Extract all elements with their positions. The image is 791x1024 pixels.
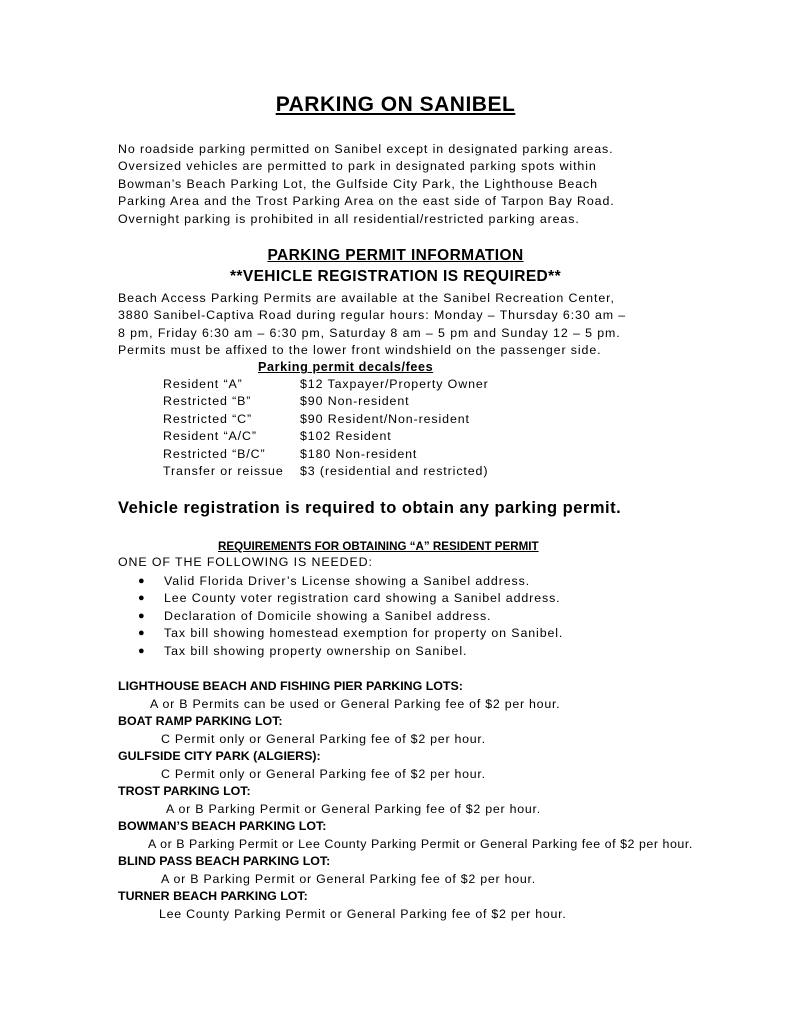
- permit-info-line: Permits must be affixed to the lower front windshield on the passenger side.: [118, 343, 602, 358]
- fee-value: $90 Non-resident: [300, 394, 410, 409]
- fee-name: Resident “A”: [163, 377, 243, 391]
- decals-title: Parking permit decals/fees: [258, 360, 434, 374]
- permit-info-heading: PARKING PERMIT INFORMATION: [267, 247, 524, 264]
- permit-info-line: 3880 Sanibel-Captiva Road during regular hours: Monday – Thursday 6:30 am –: [118, 308, 627, 323]
- bullet-icon: ●: [138, 575, 146, 587]
- parking-lots-section: [118, 678, 778, 923]
- list-item: [138, 590, 563, 607]
- requirements-list: [138, 573, 563, 660]
- fee-name: Restricted “C”: [163, 411, 253, 426]
- lot-description: C Permit only or General Parking fee of $2 per hour.: [161, 766, 486, 781]
- lot-description: Lee County Parking Permit or General Parking fee of $2 per hour.: [159, 906, 567, 921]
- lot-heading: BLIND PASS BEACH PARKING LOT:: [118, 854, 331, 868]
- lot-heading: TROST PARKING LOT:: [118, 784, 251, 798]
- intro-paragraph: [118, 141, 718, 228]
- permit-info-subheading: **VEHICLE REGISTRATION IS REQUIRED**: [229, 268, 562, 285]
- fee-name: Resident “A/C”: [163, 429, 257, 444]
- list-item-text: Lee County voter registration card showing a Sanibel address.: [164, 591, 561, 606]
- list-item-text: Valid Florida Driver’s License showing a Sanibel address.: [164, 574, 531, 588]
- vehicle-registration-notice: Vehicle registration is required to obtain any parking permit.: [118, 499, 622, 517]
- bullet-icon: ●: [138, 644, 146, 657]
- intro-line: Bowman’s Beach Parking Lot, the Gulfside City Park, the Lighthouse Beach: [118, 176, 598, 191]
- lot-heading: TURNER BEACH PARKING LOT:: [118, 889, 308, 903]
- fee-value: $180 Non-resident: [300, 446, 418, 461]
- lot-heading: BOAT RAMP PARKING LOT:: [118, 714, 283, 728]
- list-item: [138, 573, 563, 590]
- lot-description: A or B Parking Permit or General Parking fee of $2 per hour.: [161, 871, 536, 886]
- list-item: [138, 608, 563, 625]
- intro-line: Parking Area and the Trost Parking Area on the east side of Tarpon Bay Road.: [118, 194, 615, 209]
- list-item: [138, 643, 563, 660]
- requirements-title: REQUIREMENTS FOR OBTAINING “A” RESIDENT PERMIT: [218, 540, 539, 553]
- permit-info-line: Beach Access Parking Permits are available at the Sanibel Recreation Center,: [118, 291, 615, 305]
- list-item-text: Tax bill showing homestead exemption for property on Sanibel.: [164, 626, 564, 641]
- fee-name: Restricted “B”: [163, 394, 252, 409]
- intro-line: Overnight parking is prohibited in all residential/restricted parking areas.: [118, 211, 580, 226]
- list-item-text: Tax bill showing property ownership on Sanibel.: [164, 643, 468, 658]
- lot-heading: LIGHTHOUSE BEACH AND FISHING PIER PARKING LOTS:: [118, 679, 463, 693]
- permit-info-line: 8 pm, Friday 6:30 am – 6:30 pm, Saturday 8 am – 5 pm and Sunday 12 – 5 pm.: [118, 325, 621, 340]
- page-title: PARKING ON SANIBEL: [275, 93, 516, 116]
- list-item: [138, 625, 563, 642]
- fee-name: Restricted “B/C”: [163, 446, 266, 461]
- intro-line: No roadside parking permitted on Sanibel except in designated parking areas.: [118, 142, 614, 156]
- fee-name: Transfer or reissue: [163, 463, 284, 478]
- bullet-icon: ●: [138, 592, 146, 605]
- permit-info-paragraph: [118, 290, 718, 360]
- requirements-subtitle: ONE OF THE FOLLOWING IS NEEDED:: [118, 555, 373, 569]
- fee-value: $102 Resident: [300, 429, 392, 444]
- bullet-icon: ●: [138, 609, 146, 622]
- lot-description: A or B Parking Permit or General Parking fee of $2 per hour.: [166, 801, 541, 816]
- fee-value: $90 Resident/Non-resident: [300, 411, 470, 426]
- fee-value: $3 (residential and restricted): [300, 463, 489, 478]
- lot-heading: BOWMAN’S BEACH PARKING LOT:: [118, 819, 327, 833]
- list-item-text: Declaration of Domicile showing a Sanibel address.: [164, 608, 492, 623]
- bullet-icon: ●: [138, 627, 146, 640]
- lot-description: A or B Permits can be used or General Parking fee of $2 per hour.: [150, 696, 561, 711]
- lot-heading: GULFSIDE CITY PARK (ALGIERS):: [118, 749, 321, 763]
- intro-line: Oversized vehicles are permitted to park in designated parking spots within: [118, 159, 597, 174]
- fee-value: $12 Taxpayer/Property Owner: [300, 377, 489, 391]
- lot-description: A or B Parking Permit or Lee County Parking Permit or General Parking fee of $2 per hour.: [148, 836, 693, 851]
- lot-description: C Permit only or General Parking fee of $2 per hour.: [161, 731, 486, 746]
